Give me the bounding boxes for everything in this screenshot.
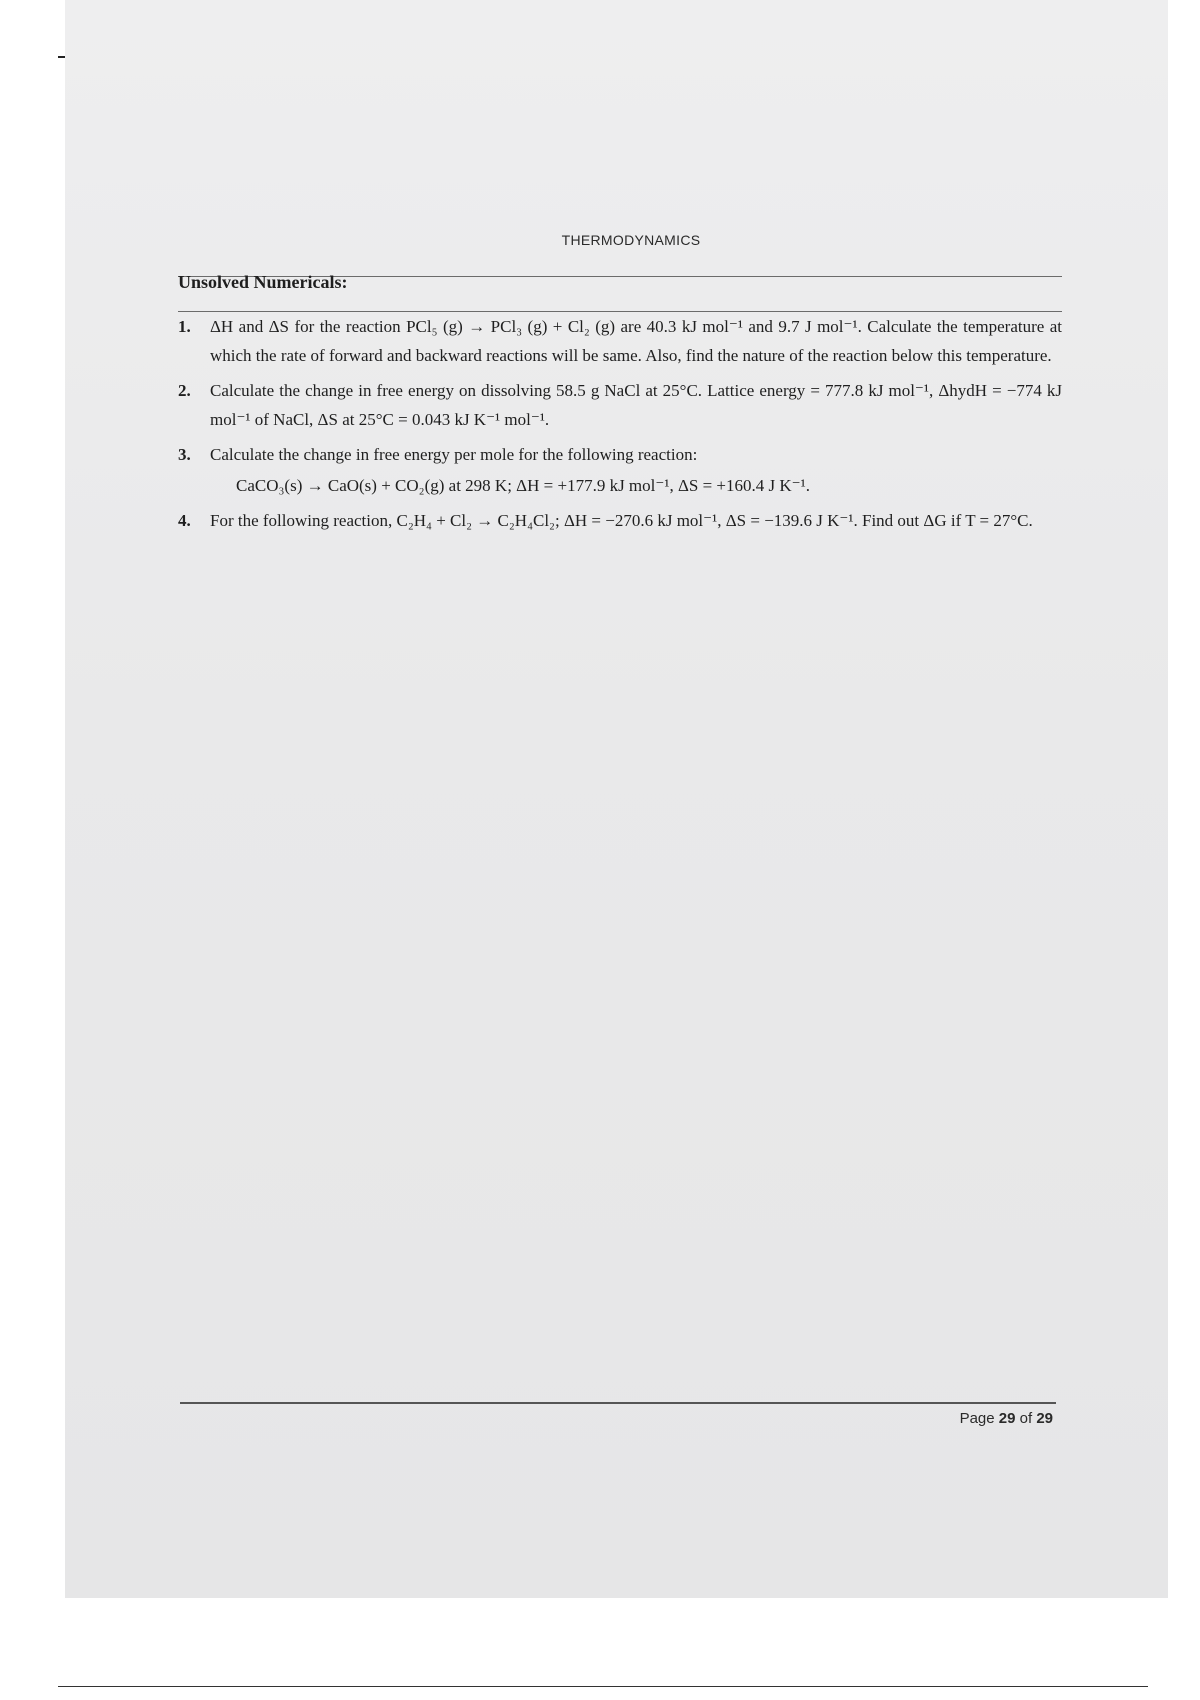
page-current: 29 bbox=[998, 1410, 1016, 1427]
bottom-rule bbox=[58, 1686, 1148, 1687]
question-item bbox=[178, 312, 1062, 370]
question-text: For the following reaction, C₂H₄ + Cl₂ → C₂H₄Cl₂; ΔH = −270.6 kJ mol⁻¹, ΔS = −139.6 J K⁻¹. Find out ΔG if T = 27°C. bbox=[210, 511, 1033, 530]
section-title: Unsolved Numericals: bbox=[178, 272, 348, 292]
question-number: 1. bbox=[178, 317, 191, 336]
question-text: Calculate the change in free energy per mole for the following reaction: bbox=[210, 445, 698, 464]
reaction-equation: CaCO₃(s) → CaO(s) + CO₂(g) at 298 K; ΔH = +177.9 kJ mol⁻¹, ΔS = +160.4 J K⁻¹. bbox=[236, 476, 810, 495]
question-list bbox=[178, 312, 1062, 541]
question-item bbox=[178, 506, 1062, 535]
footer-rule bbox=[180, 1402, 1056, 1404]
question-number: 2. bbox=[178, 381, 191, 400]
page-number bbox=[960, 1410, 1053, 1427]
question-item bbox=[178, 440, 1062, 500]
question-number: 4. bbox=[178, 511, 191, 530]
question-text: Calculate the change in free energy on dissolving 58.5 g NaCl at 25°C. Lattice energy = 777.8 kJ mol⁻¹, ΔhydH = −774 kJ mol⁻¹ of NaCl, ΔS at 25°C = 0.043 kJ K⁻¹ mol⁻¹. bbox=[210, 381, 1062, 429]
page-header-title: THERMODYNAMICS bbox=[561, 232, 701, 248]
question-number: 3. bbox=[178, 445, 191, 464]
page-prefix: Page bbox=[959, 1410, 999, 1427]
question-item bbox=[178, 376, 1062, 434]
question-text: ΔH and ΔS for the reaction PCl₅ (g) → PCl₃ (g) + Cl₂ (g) are 40.3 kJ mol⁻¹ and 9.7 J mol⁻¹. Calculate the temperature at which the rate of forward and backward reactions will be same. Also, find the nature of the reaction below this temperature. bbox=[210, 317, 1062, 365]
page-total: 29 bbox=[1036, 1410, 1053, 1427]
page-mid: of bbox=[1015, 1410, 1037, 1427]
